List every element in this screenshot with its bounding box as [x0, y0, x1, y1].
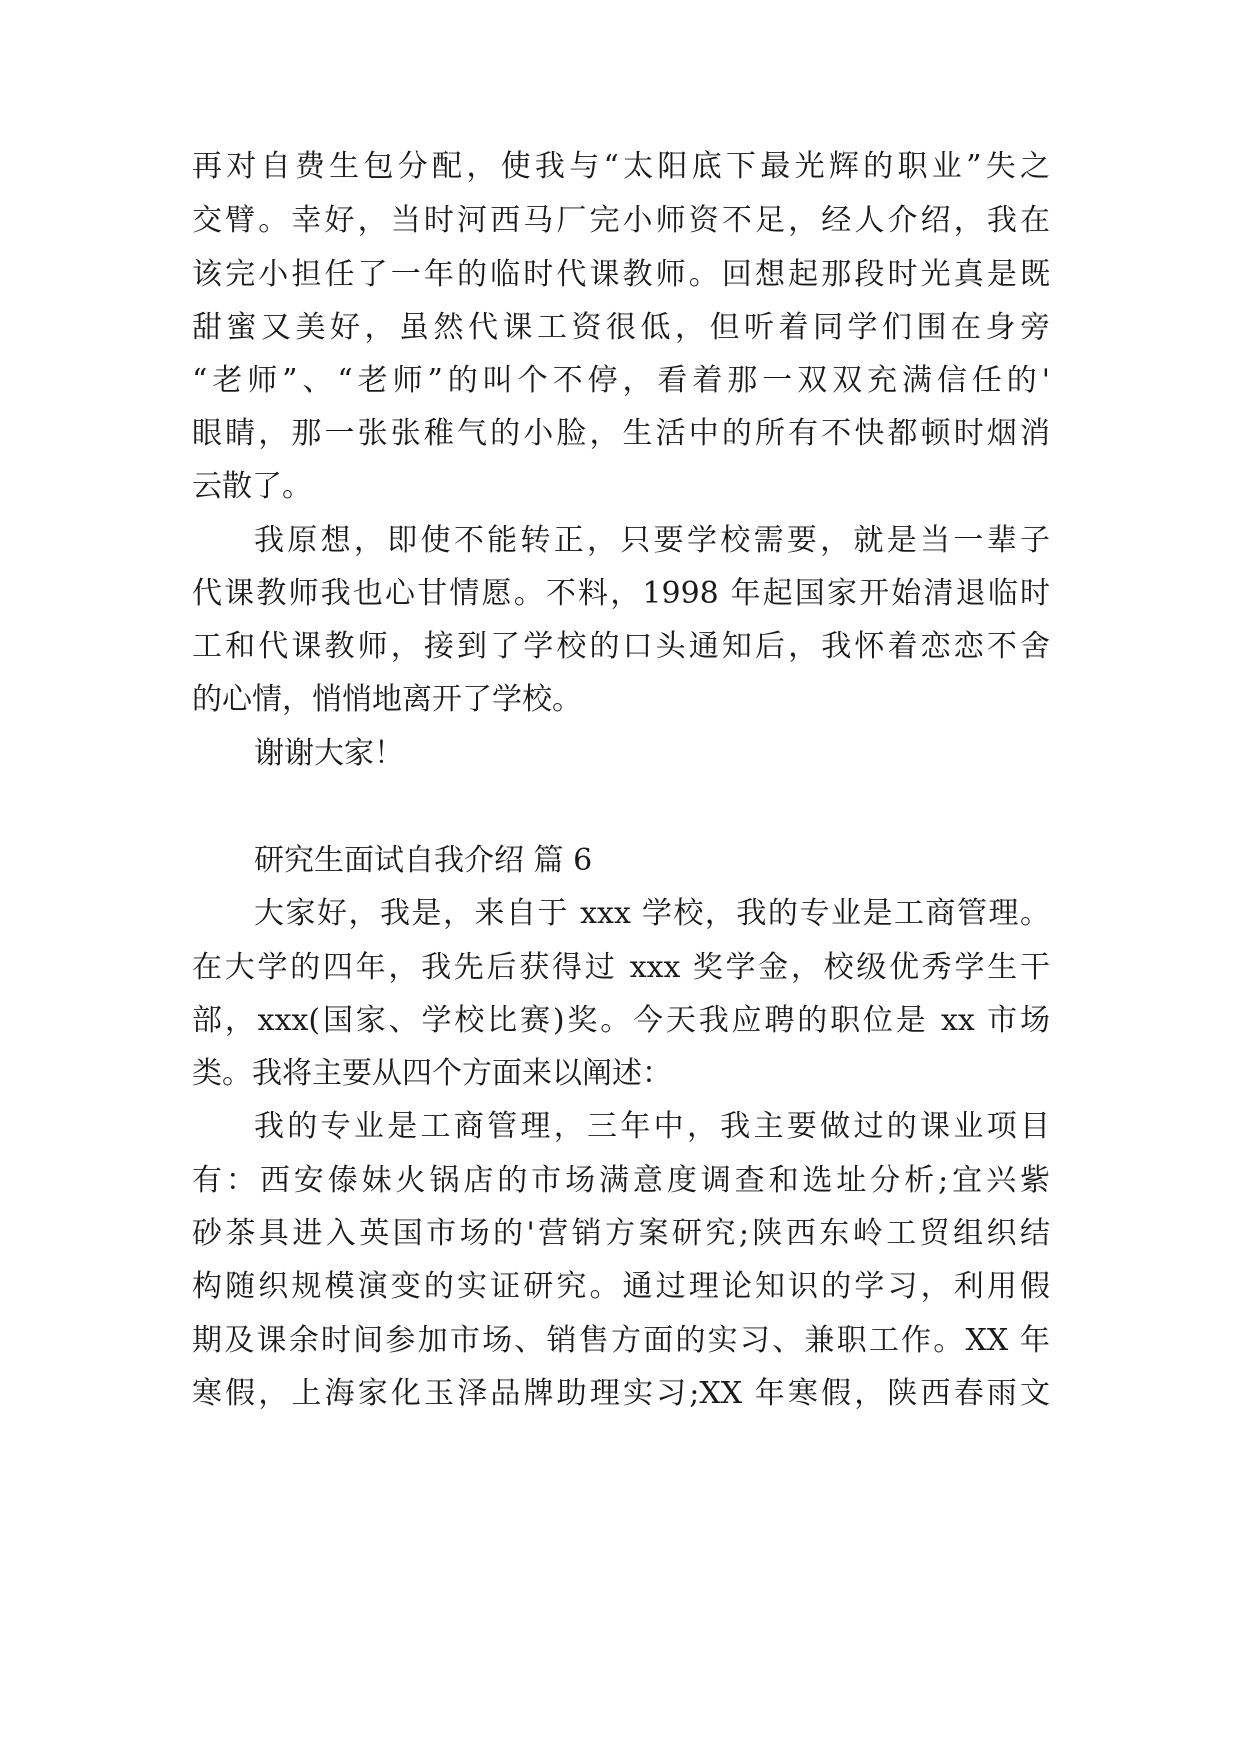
text-line: 甜蜜又美好，虽然代课工资很低，但听着同学们围在身旁 — [192, 310, 1050, 345]
text-line: 我的专业是工商管理，三年中，我主要做过的课业项目 — [254, 1109, 1050, 1144]
text-line: 工和代课教师，接到了学校的口头通知后，我怀着恋恋不舍 — [192, 629, 1050, 664]
text-line: 眼睛，那一张张稚气的小脸，生活中的所有不快都顿时烟消 — [192, 416, 1050, 451]
text-line: 部，xxx(国家、学校比赛)奖。今天我应聘的职位是 xx 市场 — [192, 1003, 1050, 1038]
text-line: 再对自费生包分配，使我与“太阳底下最光辉的职业”失之 — [192, 149, 1050, 184]
text-line: 在大学的四年，我先后获得过 xxx 奖学金，校级优秀学生干 — [192, 950, 1050, 985]
section-heading: 研究生面试自我介绍 篇 6 — [254, 843, 593, 878]
text-line: 构随织规模演变的实证研究。通过理论知识的学习，利用假 — [192, 1269, 1050, 1304]
text-line: 寒假，上海家化玉泽品牌助理实习;XX 年寒假，陕西春雨文 — [192, 1376, 1050, 1411]
text-line: 交臂。幸好，当时河西马厂完小师资不足，经人介绍，我在 — [192, 203, 1050, 238]
text-line: 我原想，即使不能转正，只要学校需要，就是当一辈子 — [254, 523, 1050, 558]
text-line: 云散了。 — [192, 469, 312, 504]
text-line: 有：西安傣妹火锅店的市场满意度调查和选址分析;宜兴紫 — [192, 1163, 1050, 1198]
text-line: 期及课余时间参加市场、销售方面的实习、兼职工作。XX 年 — [192, 1323, 1050, 1358]
text-line: 大家好，我是，来自于 xxx 学校，我的专业是工商管理。 — [254, 896, 1050, 931]
text-line: 类。我将主要从四个方面来以阐述： — [192, 1056, 672, 1091]
text-line: 代课教师我也心甘情愿。不料，1998 年起国家开始清退临时 — [192, 576, 1050, 611]
text-line: 的心情，悄悄地离开了学校。 — [192, 682, 582, 717]
text-line: 谢谢大家！ — [254, 736, 404, 771]
text-line: 该完小担任了一年的临时代课教师。回想起那段时光真是既 — [192, 257, 1050, 292]
text-line: “老师”、“老师”的叫个不停，看着那一双双充满信任的' — [192, 363, 1050, 398]
text-line: 砂茶具进入英国市场的'营销方案研究;陕西东岭工贸组织结 — [192, 1216, 1050, 1251]
